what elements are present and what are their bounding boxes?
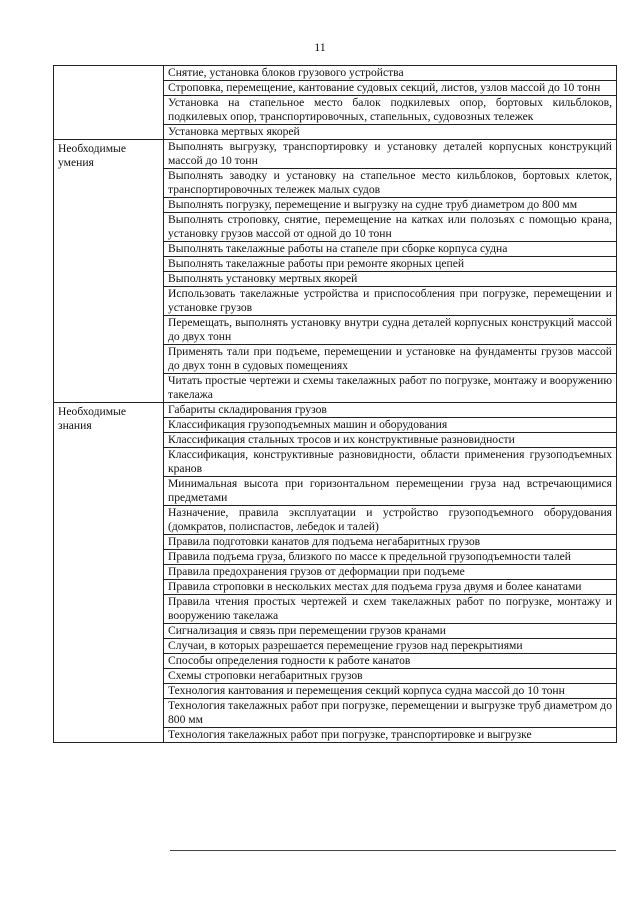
- section-item-cell: Классификация стальных тросов и их конструктивные разновидности: [164, 433, 617, 448]
- section-item-cell: Перемещать, выполнять установку внутри судна деталей корпусных конструкций массой до двух тонн: [164, 316, 617, 345]
- section-item-cell: Читать простые чертежи и схемы такелажных работ по погрузке, монтажу и вооружению такелажа: [164, 374, 617, 403]
- section-item-cell: Правила предохранения грузов от деформации при подъеме: [164, 565, 617, 580]
- section-item-cell: Правила строповки в нескольких местах для подъема груза двумя и более канатами: [164, 580, 617, 595]
- section-item-cell: Технология такелажных работ при погрузке, транспортировке и выгрузке: [164, 728, 617, 743]
- section-item-cell: Правила подготовки канатов для подъема негабаритных грузов: [164, 535, 617, 550]
- section-item-cell: Способы определения годности к работе канатов: [164, 654, 617, 669]
- section-category-cell: Необходимые знания: [54, 403, 164, 743]
- section-category-cell: [54, 66, 164, 140]
- section-item-cell: Технология такелажных работ при погрузке, перемещении и выгрузке труб диаметром до 800 мм: [164, 699, 617, 728]
- section-item-cell: Выполнять заводку и установку на стапельное место кильблоков, бортовых клеток, транспортировочных тележек малых судов: [164, 169, 617, 198]
- section-item-cell: Выполнять установку мертвых якорей: [164, 272, 617, 287]
- section-item-cell: Случаи, в которых разрешается перемещение грузов над перекрытиями: [164, 639, 617, 654]
- section-item-cell: Выполнять выгрузку, транспортировку и установку деталей корпусных конструкций массой до 10 тонн: [164, 140, 617, 169]
- table-row: [54, 403, 617, 418]
- section-item-cell: Установка мертвых якорей: [164, 125, 617, 140]
- section-category-cell: Необходимые умения: [54, 140, 164, 403]
- section-item-cell: Технология кантования и перемещения секций корпуса судна массой до 10 тонн: [164, 684, 617, 699]
- section-item-cell: Строповка, перемещение, кантование судовых секций, листов, узлов массой до 10 тонн: [164, 81, 617, 96]
- table-row: [54, 140, 617, 169]
- section-item-cell: Выполнять погрузку, перемещение и выгрузку на судне труб диаметром до 800 мм: [164, 198, 617, 213]
- section-item-cell: Использовать такелажные устройства и приспособления при погрузке, перемещении и установке грузов: [164, 287, 617, 316]
- section-item-cell: Снятие, установка блоков грузового устройства: [164, 66, 617, 81]
- section-item-cell: Схемы строповки негабаритных грузов: [164, 669, 617, 684]
- section-item-cell: Габариты складирования грузов: [164, 403, 617, 418]
- requirements-table: [53, 65, 617, 743]
- section-item-cell: Выполнять строповку, снятие, перемещение на катках или полозьях с помощью крана, установку грузов массой от одной до 10 тонн: [164, 213, 617, 242]
- table-row: [54, 66, 617, 81]
- section-item-cell: Классификация, конструктивные разновидности, области применения грузоподъемных кранов: [164, 448, 617, 477]
- section-item-cell: Назначение, правила эксплуатации и устройство грузоподъемного оборудования (домкратов, полиспастов, лебедок и талей): [164, 506, 617, 535]
- page-number: 11: [314, 40, 326, 54]
- cut-off-bottom-border: [170, 850, 616, 851]
- section-item-cell: Правила чтения простых чертежей и схем такелажных работ по погрузке, монтажу и вооружению такелажа: [164, 595, 617, 624]
- section-item-cell: Классификация грузоподъемных машин и оборудования: [164, 418, 617, 433]
- section-item-cell: Применять тали при подъеме, перемещении и установке на фундаменты грузов массой до двух тонн в судовых помещениях: [164, 345, 617, 374]
- section-item-cell: Минимальная высота при горизонтальном перемещении груза над встречающимися предметами: [164, 477, 617, 506]
- section-item-cell: Выполнять такелажные работы при ремонте якорных цепей: [164, 257, 617, 272]
- requirements-table-body: [54, 66, 617, 743]
- section-item-cell: Выполнять такелажные работы на стапеле при сборке корпуса судна: [164, 242, 617, 257]
- section-item-cell: Установка на стапельное место балок подкилевых опор, бортовых кильблоков, подкилевых опор, транспортировочных, стапельных, судовозных тележек: [164, 96, 617, 125]
- section-item-cell: Правила подъема груза, близкого по массе к предельной грузоподъемности талей: [164, 550, 617, 565]
- section-item-cell: Сигнализация и связь при перемещении грузов кранами: [164, 624, 617, 639]
